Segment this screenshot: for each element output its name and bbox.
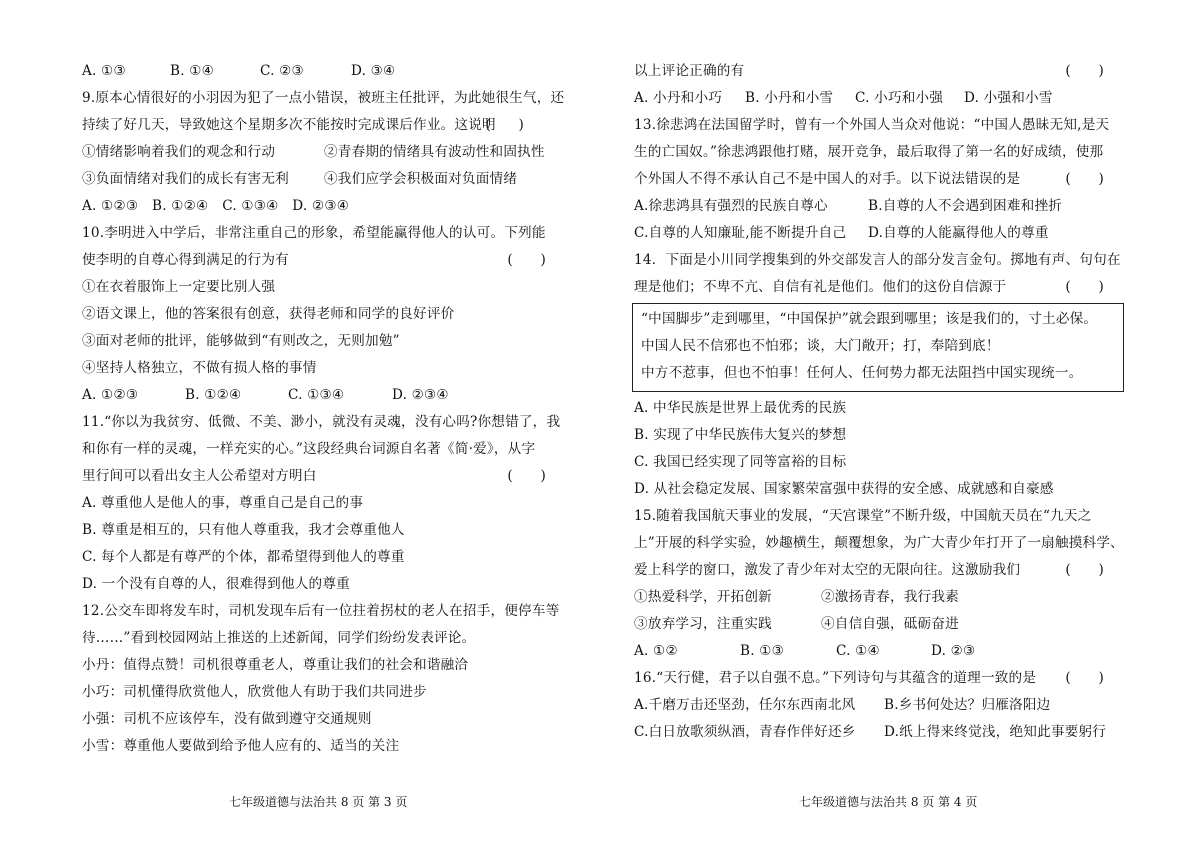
q11-stem-line: 里行间可以看出女主人公希望对方明白 ( ) bbox=[82, 463, 576, 490]
q16-options: A.千磨万击还坚劲，任尔东西南北风 B.乡书何处达？归雁洛阳边 bbox=[634, 697, 1051, 713]
q8-options bbox=[82, 58, 576, 85]
right-page bbox=[634, 58, 1124, 746]
answer-blank: ( ) bbox=[1065, 279, 1104, 295]
answer-blank: ( ) bbox=[1065, 562, 1104, 578]
quote-line: “中国脚步”走到哪里，“中国保护”就会跟到哪里；该是我们的，寸土必保。 bbox=[641, 311, 1098, 327]
q12-comment: 小强：司机不应该停车，没有做到遵守交通规则 bbox=[82, 711, 372, 727]
option-b: B. ①④ bbox=[170, 63, 215, 79]
q10-stem-line: 使李明的自尊心得到满足的行为有 ( ) bbox=[82, 247, 576, 274]
q9-items: ①情绪影响着我们的观念和行动 ②青春期的情绪具有波动性和固执性 bbox=[82, 144, 545, 160]
q10-options: A. ①②③ B. ①②④ C. ①③④ D. ②③④ bbox=[82, 387, 449, 403]
q13-stem-line: 个外国人不得不承认自己不是中国人的对手。以下说法错误的是 ( ) bbox=[634, 166, 1124, 193]
q9-options: A. ①②③ B. ①②④ C. ①③④ D. ②③④ bbox=[82, 198, 350, 214]
answer-blank: ( ) bbox=[507, 252, 546, 268]
left-page bbox=[82, 58, 576, 760]
answer-blank: ( ) bbox=[1065, 63, 1104, 79]
q10-item: ①在衣着服饰上一定要比别人强 bbox=[82, 279, 276, 295]
answer-blank: ( ) bbox=[1065, 171, 1104, 187]
q11-stem-line: 11.“你以为我贫穷、低微、不美、渺小，就没有灵魂，没有心吗?你想错了，我 bbox=[82, 414, 561, 430]
answer-blank: ( ) bbox=[1065, 670, 1104, 686]
q13-stem-line: 生的亡国奴。”徐悲鸿跟他打赌，展开竞争，最后取得了第一名的好成绩，使那 bbox=[634, 144, 1104, 160]
answer-blank: ( ) bbox=[507, 468, 546, 484]
q16-stem-line: 16.“天行健，君子以自强不息。”下列诗句与其蕴含的道理一致的是 ( ) bbox=[634, 665, 1124, 692]
q14-stem-line: 14．下面是小川同学搜集到的外交部发言人的部分发言金句。掷地有声、句句在 bbox=[634, 252, 1121, 268]
q11-option: A. 尊重他人是他人的事，尊重自己是自己的事 bbox=[82, 495, 364, 511]
q14-option: C. 我国已经实现了同等富裕的目标 bbox=[634, 454, 847, 470]
q11-option: D. 一个没有自尊的人，很难得到他人的尊重 bbox=[82, 576, 350, 592]
q12-comment: 小丹：值得点赞！司机很尊重老人，尊重让我们的社会和谐融洽 bbox=[82, 657, 469, 673]
q15-stem-line: 上”开展的科学实验，妙趣横生，颠覆想象，为广大青少年打开了一扇触摸科学、 bbox=[634, 535, 1124, 551]
q15-options: A. ①② B. ①③ C. ①④ D. ②③ bbox=[634, 643, 976, 659]
option-c: C. ②③ bbox=[260, 63, 304, 79]
q11-stem-line: 和你有一样的灵魂，一样充实的心。”这段经典台词源自名著《简·爱》，从字 bbox=[82, 441, 536, 457]
q9-stem-line: 持续了好几天，导致她这个星期多次不能按时完成课后作业。这说明 ( ) bbox=[82, 112, 576, 139]
option-a: A. ①③ bbox=[82, 63, 126, 79]
q14-option: A. 中华民族是世界上最优秀的民族 bbox=[634, 400, 847, 416]
q12-stem-line: 12.公交车即将发车时，司机发现车后有一位拄着拐杖的老人在招手，便停车等 bbox=[82, 603, 560, 619]
q13-options: C.自尊的人知廉耻,能不断提升自己 D.自尊的人能赢得他人的尊重 bbox=[634, 225, 1049, 241]
option-d: D. ③④ bbox=[351, 63, 396, 79]
q10-stem-line: 10.李明进入中学后，非常注重自己的形象，希望能赢得他人的认可。下列能 bbox=[82, 225, 546, 241]
quote-line: 中国人民不信邪也不怕邪；谈，大门敞开；打，奉陪到底！ bbox=[641, 338, 1000, 354]
q12-comment: 小巧：司机懂得欣赏他人，欣赏他人有助于我们共同进步 bbox=[82, 684, 427, 700]
q15-stem-line: 爱上科学的窗口，激发了青少年对太空的无限向往。这激励我们 ( ) bbox=[634, 557, 1124, 584]
answer-blank: ( ) bbox=[485, 117, 524, 133]
q15-stem-line: 15.随着我国航天事业的发展，“天宫课堂”不断升级，中国航天员在“九天之 bbox=[634, 508, 1092, 524]
quote-line: 中方不惹事，但也不怕事！任何人、任何势力都无法阻挡中国实现统一。 bbox=[641, 365, 1083, 381]
q9-stem-line: 9.原本心情很好的小羽因为犯了一点小错误，被班主任批评，为此她很生气，还 bbox=[82, 90, 565, 106]
q10-item: ③面对老师的批评，能够做到“有则改之，无则加勉” bbox=[82, 333, 400, 349]
q12-stem-line: 待……”看到校园网站上推送的上述新闻，同学们纷纷发表评论。 bbox=[82, 630, 476, 646]
q13-stem-line: 13.徐悲鸿在法国留学时，曾有一个外国人当众对他说：“中国人愚昧无知,是天 bbox=[634, 117, 1110, 133]
q12-cont: 以上评论正确的有 ( ) bbox=[634, 58, 1124, 85]
quote-box bbox=[632, 303, 1124, 392]
q15-items: ①热爱科学，开拓创新 ②激扬青春，我行我素 bbox=[634, 589, 959, 605]
page-footer-left: 七年级道德与法治共 8 页 第 3 页 bbox=[229, 795, 408, 809]
q14-option: B. 实现了中华民族伟大复兴的梦想 bbox=[634, 427, 847, 443]
q10-item: ②语文课上，他的答案很有创意，获得老师和同学的良好评价 bbox=[82, 306, 455, 322]
q9-items: ③负面情绪对我们的成长有害无利 ④我们应学会积极面对负面情绪 bbox=[82, 171, 518, 187]
q11-option: B. 尊重是相互的，只有他人尊重我，我才会尊重他人 bbox=[82, 522, 405, 538]
q13-options: A.徐悲鸿具有强烈的民族自尊心 B.自尊的人不会遇到困难和挫折 bbox=[634, 198, 1063, 214]
q14-stem-line: 理是他们；不卑不亢、自信有礼是他们。他们的这份自信源于 ( ) bbox=[634, 274, 1124, 301]
q14-option: D. 从社会稳定发展、国家繁荣富强中获得的安全感、成就感和自豪感 bbox=[634, 481, 1054, 497]
q12-comment: 小雪：尊重他人要做到给予他人应有的、适当的关注 bbox=[82, 738, 400, 754]
q16-options: C.白日放歌须纵酒，青春作伴好还乡 D.纸上得来终觉浅，绝知此事要躬行 bbox=[634, 724, 1107, 740]
q15-items: ③放弃学习，注重实践 ④自信自强，砥砺奋进 bbox=[634, 616, 959, 632]
q11-option: C. 每个人都是有尊严的个体，都希望得到他人的尊重 bbox=[82, 549, 405, 565]
q12-options: A. 小丹和小巧 B. 小丹和小雪 C. 小巧和小强 D. 小强和小雪 bbox=[634, 90, 1053, 106]
q10-item: ④坚持人格独立，不做有损人格的事情 bbox=[82, 360, 317, 376]
page-footer-right: 七年级道德与法治共 8 页 第 4 页 bbox=[799, 795, 978, 809]
